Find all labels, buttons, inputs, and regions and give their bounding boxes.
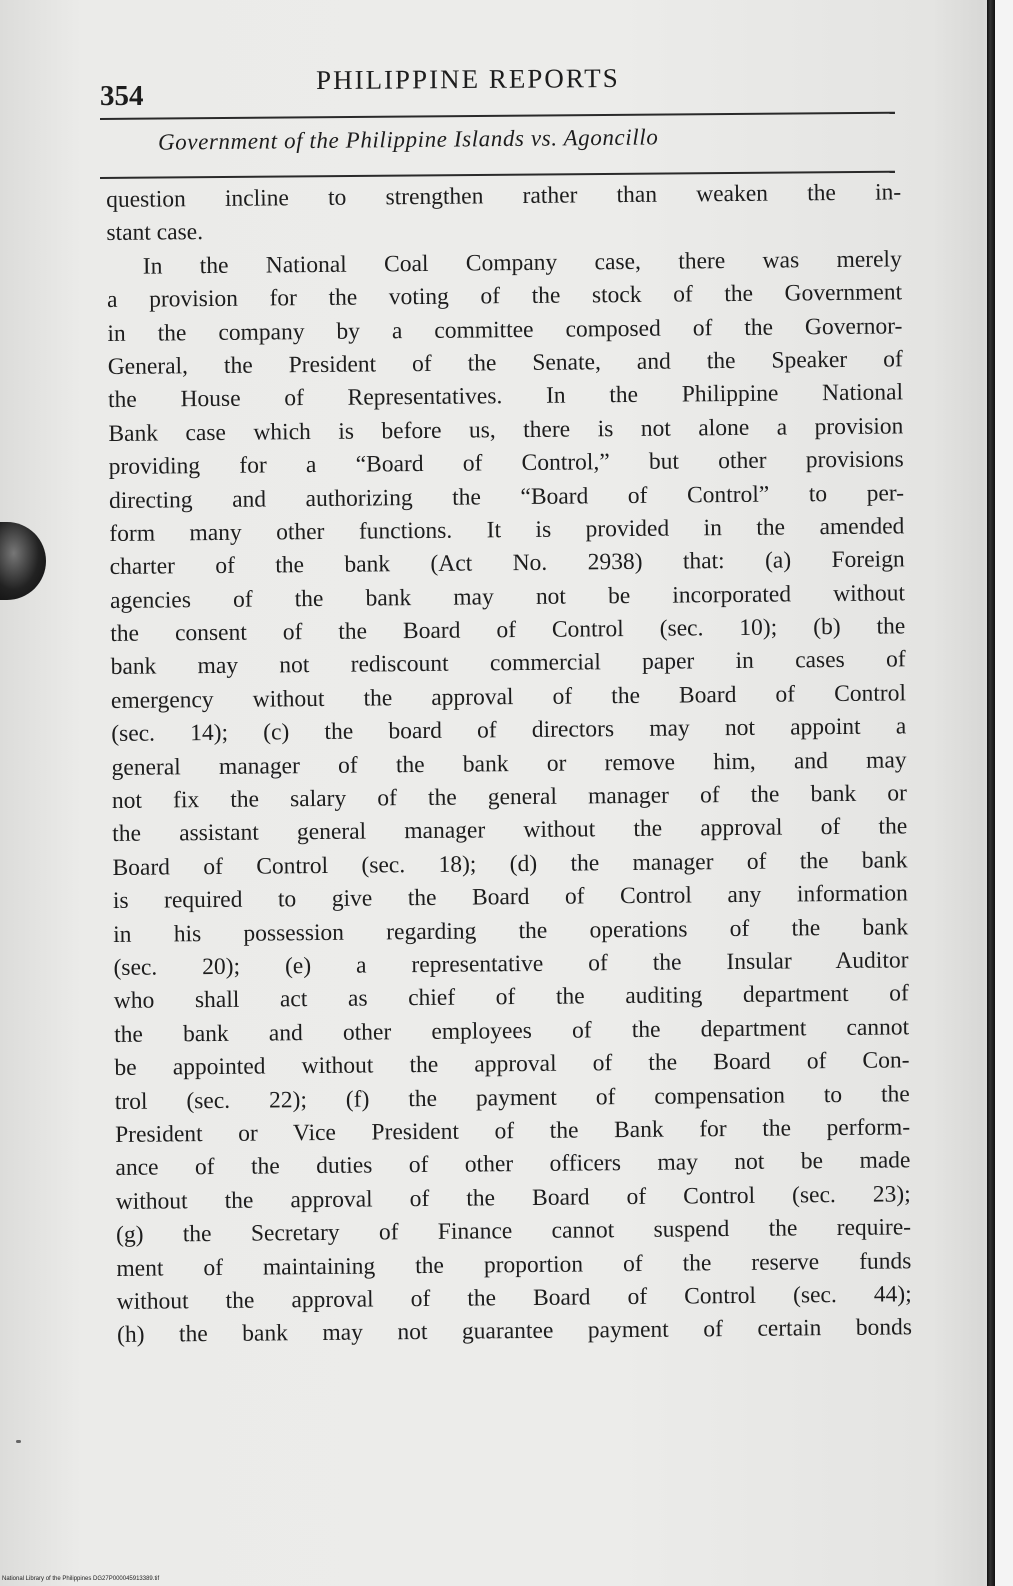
text-line: without the approval of the Board of Control (sec. 23); (115, 1181, 911, 1215)
scan-footer-note: National Library of the Philippines DG27P000045913389.tif (2, 1576, 160, 1582)
text-line: not fix the salary of the general manager of the bank or (111, 780, 908, 815)
text-line: the bank and other employees of the department cannot (114, 1014, 910, 1048)
text-line: stant case. (106, 219, 204, 247)
text-line: Bank case which is before us, there is not alone a provision (108, 413, 904, 447)
text-line: in his possession regarding the operations of the bank (113, 913, 909, 948)
text-line: agencies of the bank may not be incorporated without (109, 580, 906, 614)
text-line: (h) the bank may not guarantee payment of certain bonds (116, 1314, 913, 1349)
text-line: the House of Representatives. In the Philippine National (107, 379, 904, 414)
binder-clip-shadow (0, 522, 46, 600)
text-line: who shall act as chief of the auditing department of (113, 980, 909, 1015)
text-line: ance of the duties of other officers may not be made (115, 1147, 911, 1182)
text-line: the consent of the Board of Control (sec. 10); (b) the (110, 613, 906, 648)
text-line: general manager of the bank or remove him, and may (111, 746, 907, 781)
body-text (106, 176, 917, 1352)
scan-speck (16, 1440, 21, 1443)
text-line: a provision for the voting of the stock of the Government (106, 279, 903, 314)
text-line: question incline to strengthen rather than weaken the in- (106, 179, 902, 213)
text-line: Board of Control (sec. 18); (d) the manager of the bank (112, 847, 908, 881)
text-line: trol (sec. 22); (f) the payment of compensation to the (114, 1080, 910, 1115)
text-line: be appointed without the approval of the Board of Con- (114, 1047, 910, 1082)
text-line: charter of the bank (Act No. 2938) that: (a) Foreign (109, 546, 905, 581)
text-line: without the approval of the Board of Control (sec. 44); (116, 1281, 912, 1315)
text-line: bank may not rediscount commercial paper in cases of (110, 646, 906, 681)
binding-spine (987, 0, 995, 1586)
text-line: President or Vice President of the Bank for the perform- (115, 1114, 911, 1148)
text-line: (sec. 20); (e) a representative of the Insular Auditor (113, 947, 909, 981)
text-line: (g) the Secretary of Finance cannot suspend the require- (115, 1214, 912, 1249)
text-line: General, the President of the Senate, and the Speaker of (107, 346, 903, 380)
text-line: (sec. 14); (c) the board of directors may not appoint a (111, 713, 907, 748)
text-line: is required to give the Board of Control any information (112, 880, 908, 915)
page-edge (995, 0, 1013, 1586)
text-line: directing and authorizing the “Board of Control” to per- (108, 479, 905, 514)
page-number: 354 (100, 80, 144, 112)
text-line: in the company by a committee composed of the Governor- (107, 312, 903, 347)
text-line: In the National Coal Company case, there was merely (142, 246, 902, 280)
header-rule-top (100, 112, 895, 120)
text-line: form many other functions. It is provided in the amended (109, 513, 905, 547)
text-line: providing for a “Board of Control,” but other provisions (108, 446, 904, 481)
case-title: Government of the Philippine Islands vs. Agoncillo (157, 124, 659, 155)
text-line: ment of maintaining the proportion of the reserve funds (116, 1247, 912, 1282)
running-head: PHILIPPINE REPORTS (315, 62, 620, 96)
text-line: the assistant general manager without the approval of the (112, 813, 908, 848)
text-line: emergency without the approval of the Board of Control (110, 680, 907, 714)
